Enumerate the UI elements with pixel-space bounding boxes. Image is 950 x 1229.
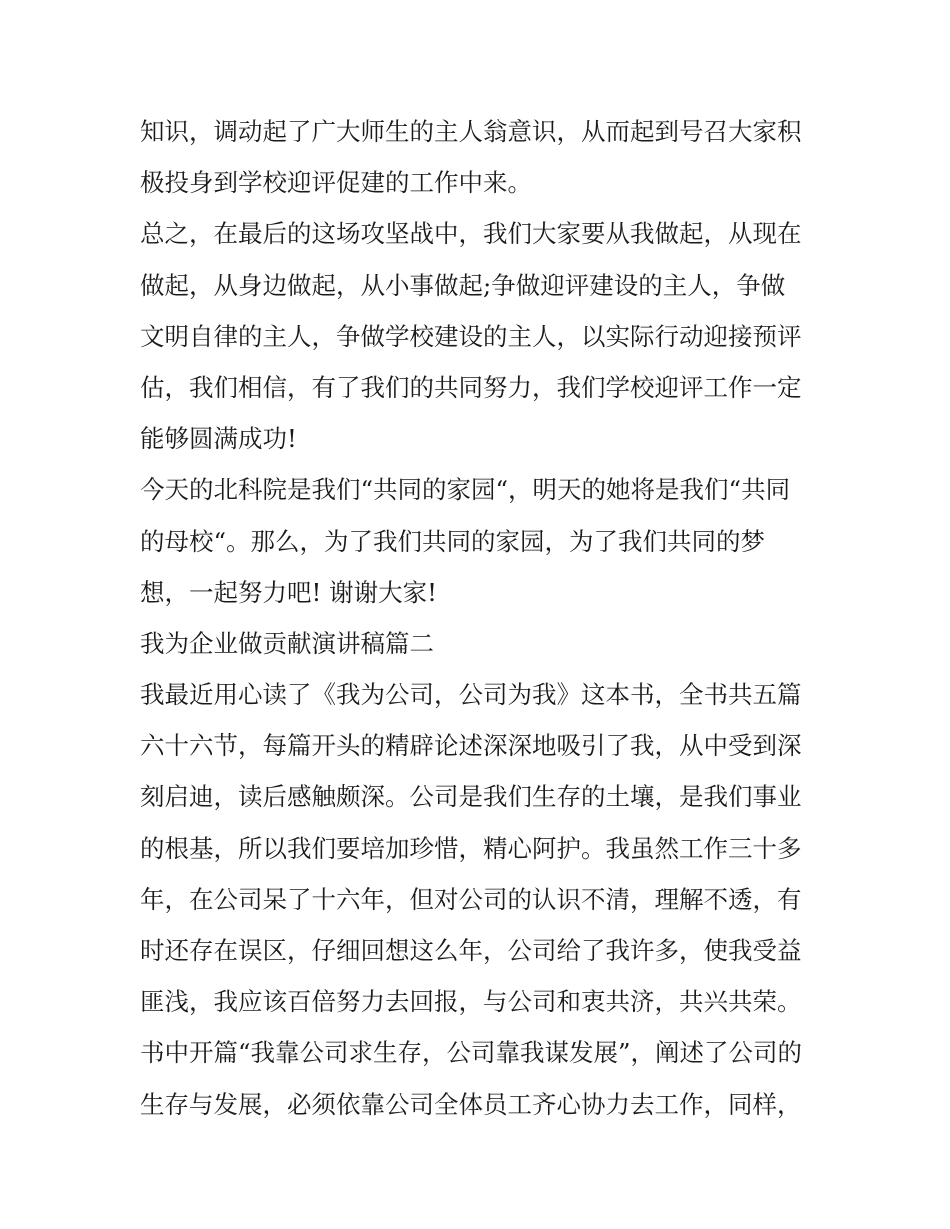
text-line: 生存与发展，必须依靠公司全体员工齐心协力去工作，同样， — [140, 1089, 802, 1119]
text-line: 六十六节，每篇开头的精辟论述深深地吸引了我，从中受到深 — [140, 731, 802, 761]
text-line: 文明自律的主人，争做学校建设的主人，以实际行动迎接预评 — [140, 321, 802, 351]
text-line: 想，一起努力吧! 谢谢大家! — [140, 577, 437, 607]
document-body — [140, 106, 820, 1130]
text-line: 我最近用心读了《我为公司，公司为我》这本书，全书共五篇 — [140, 680, 802, 710]
text-line: 总之，在最后的这场攻坚战中，我们大家要从我做起，从现在 — [140, 219, 802, 249]
text-line: 刻启迪，读后感触颇深。公司是我们生存的土壤，是我们事业 — [140, 782, 802, 812]
text-line: 匪浅，我应该百倍努力去回报，与公司和衷共济，共兴共荣。 — [140, 987, 802, 1017]
text-line: 年，在公司呆了十六年，但对公司的认识不清，理解不透，有 — [140, 884, 802, 914]
text-line: 估，我们相信，有了我们的共同努力，我们学校迎评工作一定 — [140, 372, 802, 402]
text-line: 时还存在误区，仔细回想这么年，公司给了我许多，使我受益 — [140, 936, 802, 965]
section-heading: 我为企业做贡献演讲稿篇二 — [140, 628, 434, 658]
text-line: 极投身到学校迎评促建的工作中来。 — [140, 168, 532, 198]
text-line: 书中开篇“我靠公司求生存，公司靠我谋发展”，阐述了公司的 — [140, 1038, 803, 1068]
text-line: 做起，从身边做起，从小事做起;争做迎评建设的主人，争做 — [140, 270, 786, 300]
text-line: 的母校“。那么，为了我们共同的家园，为了我们共同的梦 — [140, 526, 766, 556]
text-line: 知识，调动起了广大师生的主人翁意识，从而起到号召大家积 — [140, 117, 802, 146]
text-line: 今天的北科院是我们“共同的家园“，明天的她将是我们“共同 — [140, 475, 791, 505]
text-line: 的根基，所以我们要培加珍惜，精心阿护。我虽然工作三十多 — [140, 833, 802, 863]
text-line: 能够圆满成功! — [140, 424, 297, 454]
